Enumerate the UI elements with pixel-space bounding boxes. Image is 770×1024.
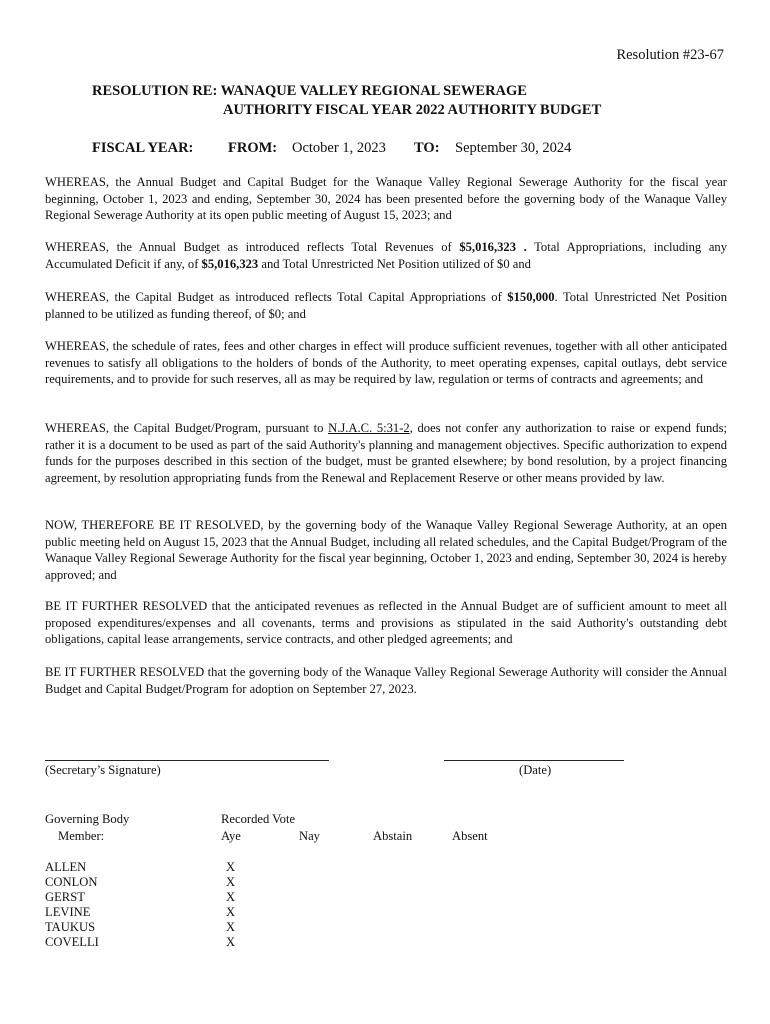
secretary-signature-line [45, 760, 329, 761]
aye-mark: X [226, 905, 236, 919]
member-name: TAUKUS [45, 920, 96, 934]
secretary-signature-label: (Secretary’s Signature) [45, 763, 161, 777]
p5-text-a: WHEREAS, the Capital Budget/Program, pursuant to [45, 421, 329, 435]
fiscal-year-label: FISCAL YEAR: [92, 140, 194, 156]
aye-mark: X [226, 860, 236, 874]
governing-body-label: Governing Body [45, 812, 130, 826]
paragraph-budget-presented: WHEREAS, the Annual Budget and Capital Budget for the Wanaque Valley Regional Sewerage Authority for the fiscal year beginning, October 1, 2023 and ending, September 30, 2024 has been presented before the governing body of the Wanaque Valley Regional Sewerage Authority at its open public meeting of August 15, 2023; and [45, 175, 727, 223]
fiscal-year-from-label: FROM: [228, 140, 278, 156]
paragraph-further-resolved-2: BE IT FURTHER RESOLVED that the governing body of the Wanaque Valley Regional Sewerage Authority will consider the Annual Budget and Capital Budget/Program for adoption on September 27, 2023. [45, 665, 727, 696]
aye-mark: X [226, 890, 236, 904]
member-name: ALLEN [45, 860, 87, 874]
p5-text-c: , does not confer any authorization to raise or expend funds; rather it is a document to be used as part of the said Authority's planning and management objectives. Specific authorization to expend funds for the purposes described in this section of the budget, must be granted elsewhere; by bond resolution, by a project financing agreement, by resolution appropriating funds from the Renewal and Replacement Reserve or other means provided by law. [45, 421, 727, 485]
aye-mark: X [226, 875, 236, 889]
aye-mark: X [226, 935, 236, 949]
document-title [92, 82, 601, 120]
paragraph-capital-program [45, 420, 727, 486]
title-line-2: AUTHORITY FISCAL YEAR 2022 AUTHORITY BUDGET [223, 102, 602, 118]
total-revenues-amount: $5,016,323 . [459, 240, 527, 254]
fiscal-year-to-value: September 30, 2024 [455, 140, 572, 156]
date-signature-line [444, 760, 624, 761]
capital-appropriations-amount: $150,000 [507, 290, 555, 304]
date-label: (Date) [519, 763, 552, 777]
paragraph-rates-fees: WHEREAS, the schedule of rates, fees and other charges in effect will produce sufficient revenues, together with all other anticipated revenues to satisfy all obligations to the holders of bonds of the Authority, to meet operating expenses, capital outlays, debt service requirements, and to provide for such reserves, all as may be required by law, regulation or terms of contracts and agreements; and [45, 339, 727, 387]
paragraph-resolved: NOW, THEREFORE BE IT RESOLVED, by the governing body of the Wanaque Valley Regional Sewerage Authority, at an open public meeting held on August 15, 2023 that the Annual Budget, including all related schedules, and the Capital Budget/Program of the Wanaque Valley Regional Sewerage Authority for the fiscal year beginning, October 1, 2023 and ending, September 30, 2024 is hereby approved; and [45, 518, 727, 582]
member-name: LEVINE [45, 905, 91, 919]
p3-text-a: WHEREAS, the Capital Budget as introduced reflects Total Capital Appropriations of [45, 290, 508, 304]
aye-mark: X [226, 920, 236, 934]
fiscal-year-to-label: TO: [414, 140, 440, 156]
absent-column-header: Absent [452, 829, 488, 843]
abstain-column-header: Abstain [373, 829, 413, 843]
member-name: GERST [45, 890, 85, 904]
recorded-vote-label: Recorded Vote [221, 812, 296, 826]
resolution-number: Resolution #23-67 [616, 47, 724, 63]
paragraph-total-revenues [45, 239, 727, 272]
p2-text-a: WHEREAS, the Annual Budget as introduced reflects Total Revenues of [45, 240, 460, 254]
nay-column-header: Nay [299, 829, 320, 843]
paragraph-further-resolved-1: BE IT FURTHER RESOLVED that the anticipated revenues as reflected in the Annual Budget are of sufficient amount to meet all proposed expenditures/expenses and all covenants, terms and provisions as stipulated in the said Authority's outstanding debt obligations, capital lease arrangements, service contracts, and other pledged agreements; and [45, 599, 727, 647]
njac-reference: N.J.A.C. 5:31-2 [328, 421, 410, 435]
fiscal-year-from-value: October 1, 2023 [292, 140, 386, 156]
total-appropriations-amount: $5,016,323 [201, 256, 259, 271]
aye-column-header: Aye [221, 829, 241, 843]
title-line-1: RESOLUTION RE: WANAQUE VALLEY REGIONAL SEWERAGE [92, 83, 527, 99]
paragraph-capital-budget [45, 289, 727, 322]
p2-text-e: and Total Unrestricted Net Position utilized of $0 and [258, 256, 531, 271]
member-label: Member: [58, 829, 105, 843]
member-name: CONLON [45, 875, 98, 889]
p2-text-c: Total Appropriations, including any Accumulated Deficit if any, of [45, 240, 727, 271]
member-name: COVELLI [45, 935, 99, 949]
p3-text-c: . Total Unrestricted Net Position planned to be utilized as funding thereof, of $0; and [45, 290, 727, 321]
